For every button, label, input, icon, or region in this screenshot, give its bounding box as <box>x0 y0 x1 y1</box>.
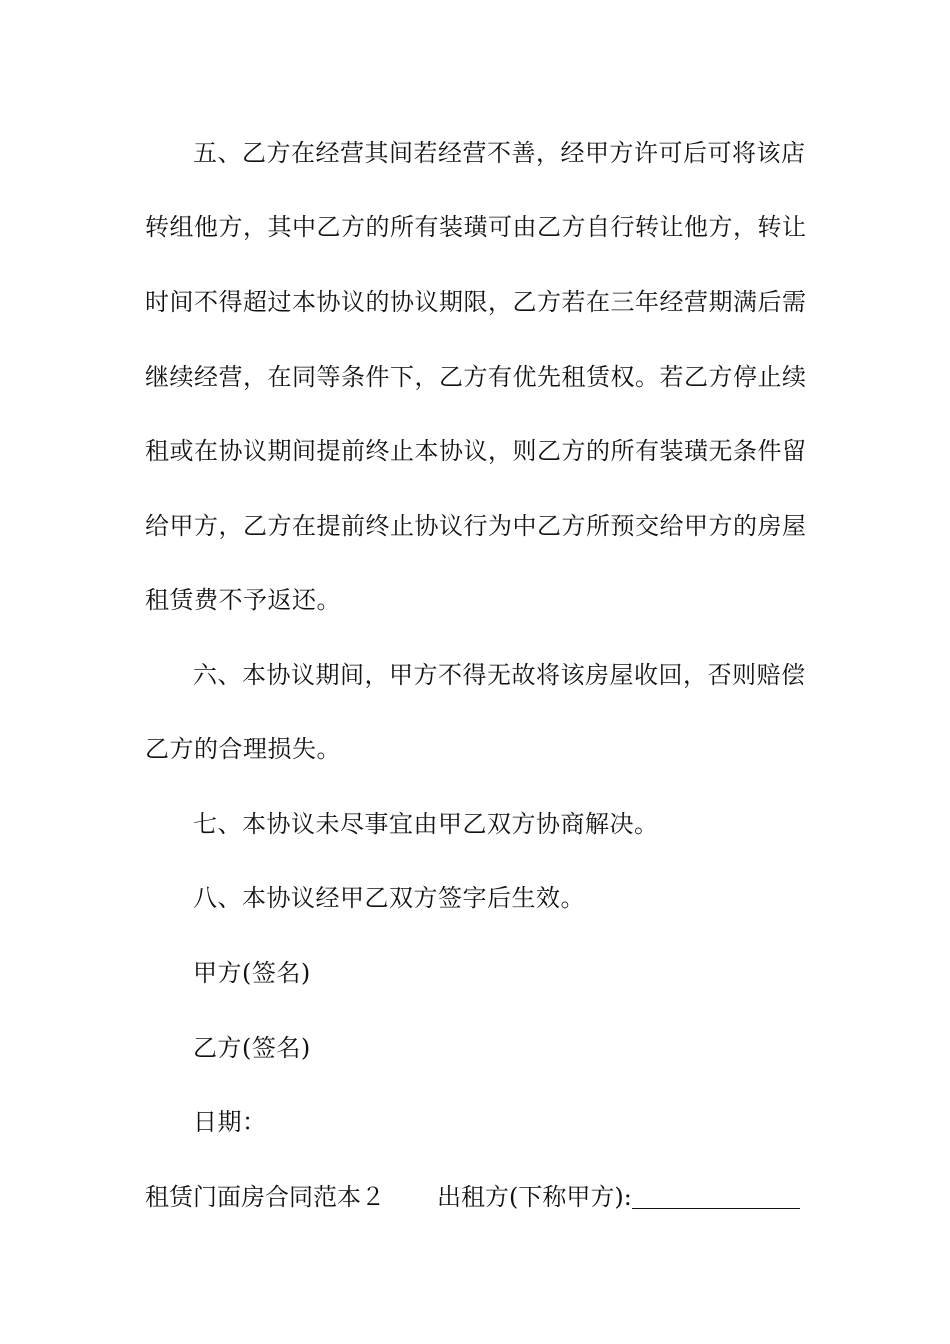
clause-5-line-1: 五、乙方在经营其间若经营不善，经甲方许可后可将该店 <box>193 139 806 167</box>
next-contract-header <box>145 1182 807 1212</box>
clause-5-line-6: 给甲方，乙方在提前终止协议行为中乙方所预交给甲方的房屋 <box>145 512 807 540</box>
party-b-signature-label: 乙方(签名) <box>193 1034 311 1062</box>
clause-5-line-2: 转组他方，其中乙方的所有装璜可由乙方自行转让他方，转让 <box>145 213 807 241</box>
clause-6-line-1: 六、本协议期间，甲方不得无故将该房屋收回，否则赔偿 <box>193 661 806 689</box>
clause-5-line-5: 租或在协议期间提前终止本协议，则乙方的所有装璜无条件留 <box>145 437 807 465</box>
clause-8: 八、本协议经甲乙双方签字后生效。 <box>193 884 585 912</box>
clause-5-line-3: 时间不得超过本协议的协议期限，乙方若在三年经营期满后需 <box>145 288 807 316</box>
date-label: 日期： <box>193 1108 267 1136</box>
clause-5-line-7: 租赁费不予返还。 <box>145 586 341 614</box>
party-a-signature-label: 甲方(签名) <box>193 959 311 987</box>
next-contract-title: 租赁门面房合同范本２ <box>145 1183 385 1211</box>
clause-7: 七、本协议未尽事宜由甲乙双方协商解决。 <box>193 810 659 838</box>
clause-5-line-4: 继续经营，在同等条件下，乙方有优先租赁权。若乙方停止续 <box>145 363 807 391</box>
lessor-blank-line <box>632 1184 800 1209</box>
clause-6-line-2: 乙方的合理损失。 <box>145 735 341 763</box>
lessor-label: 出租方(下称甲方): <box>437 1183 632 1211</box>
